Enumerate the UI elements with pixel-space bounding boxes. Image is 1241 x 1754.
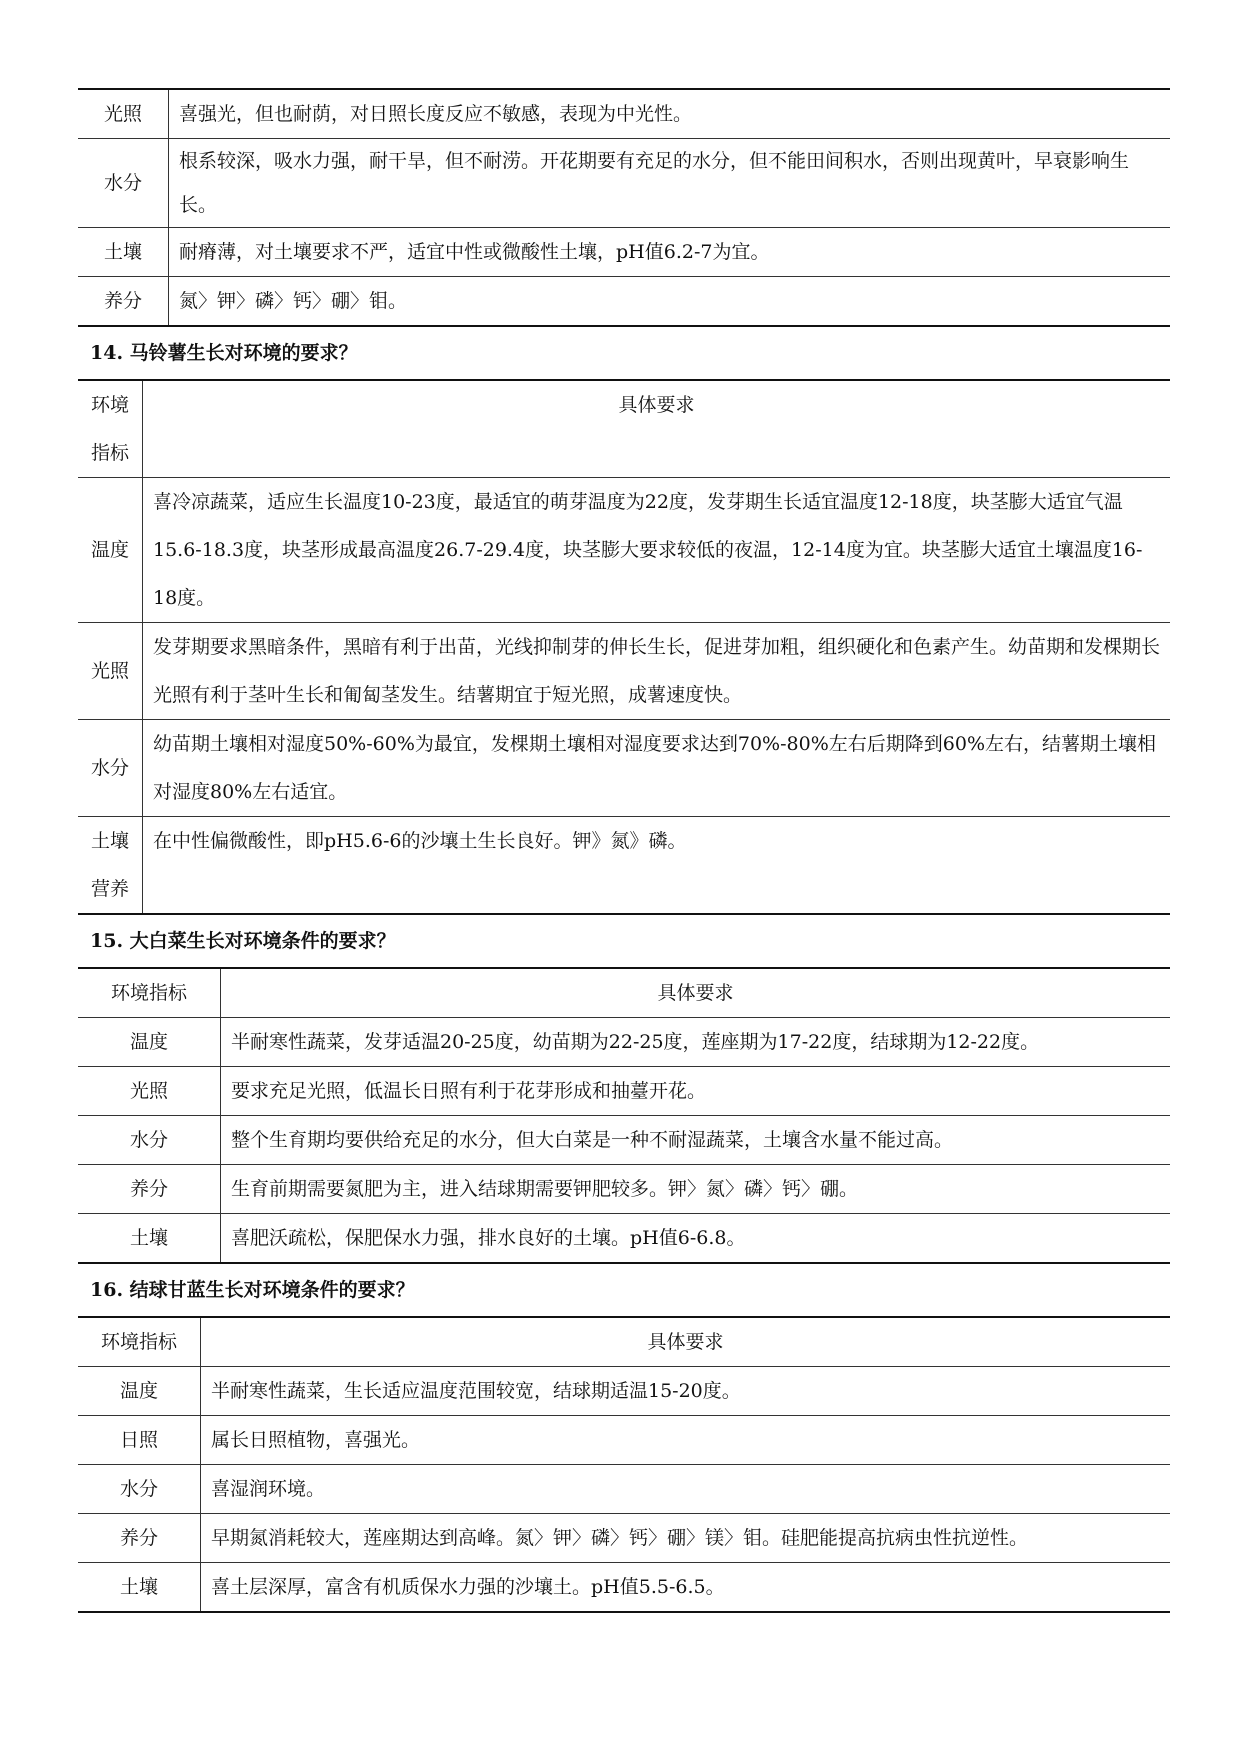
row-label: 土壤 — [78, 1214, 221, 1264]
table-row — [78, 139, 1170, 228]
table-row — [78, 1416, 1170, 1465]
document-page — [78, 88, 1170, 1613]
table-continued — [78, 88, 1170, 327]
row-text: 幼苗期土壤相对湿度50%-60%为最宜，发棵期土壤相对湿度要求达到70%-80%左右后期降到60%左右，结薯期土壤相对湿度80%左右适宜。 — [143, 720, 1171, 817]
row-text: 喜强光，但也耐荫，对日照长度反应不敏感，表现为中光性。 — [179, 103, 693, 125]
row-label: 养分 — [78, 277, 169, 327]
row-label: 土壤 — [78, 1563, 201, 1613]
row-text: 属长日照植物，喜强光。 — [201, 1416, 1171, 1465]
table-row — [78, 89, 1170, 139]
table-row — [78, 1465, 1170, 1514]
row-text: 根系较深，吸水力强，耐干旱，但不耐涝。开花期要有充足的水分，但不能田间积水，否则出现黄叶，早衰影响生长。 — [169, 139, 1171, 228]
table-row — [78, 1116, 1170, 1165]
row-text: 喜土层深厚，富含有机质保水力强的沙壤土。pH值5.5-6.5。 — [201, 1563, 1171, 1613]
row-label: 水分 — [78, 720, 143, 817]
row-text: 整个生育期均要供给充足的水分，但大白菜是一种不耐湿蔬菜，土壤含水量不能过高。 — [221, 1116, 1171, 1165]
table-row — [78, 1214, 1170, 1264]
row-text: 在中性偏微酸性，即pH5.6-6的沙壤土生长良好。钾》氮》磷。 — [143, 817, 1171, 915]
row-label: 土壤营养 — [78, 817, 143, 915]
table-cabbage — [78, 1316, 1170, 1613]
row-text: 半耐寒性蔬菜，生长适应温度范围较宽，结球期适温15-20度。 — [201, 1367, 1171, 1416]
section-heading-16: 16. 结球甘蓝生长对环境条件的要求？ — [90, 1279, 415, 1301]
table-row — [78, 1367, 1170, 1416]
row-label: 水分 — [78, 139, 169, 228]
section-heading-14: 14. 马铃薯生长对环境的要求？ — [90, 342, 358, 364]
row-label: 养分 — [78, 1514, 201, 1563]
header-label: 环境指标 — [78, 380, 143, 478]
header-text: 具体要求 — [618, 394, 695, 416]
row-label: 日照 — [78, 1416, 201, 1465]
header-label: 环境指标 — [78, 968, 221, 1018]
row-text: 喜肥沃疏松，保肥保水力强，排水良好的土壤。pH值6-6.8。 — [221, 1214, 1171, 1264]
row-text: 喜冷凉蔬菜，适应生长温度10-23度，最适宜的萌芽温度为22度，发芽期生长适宜温度12-18度，块茎膨大适宜气温15.6-18.3度，块茎形成最高温度26.7-29.4度，块茎膨大要求较低的夜温，12-14度为宜。块茎膨大适宜土壤温度16-18度。 — [143, 478, 1171, 623]
row-text: 早期氮消耗较大，莲座期达到高峰。氮〉钾〉磷〉钙〉硼〉镁〉钼。硅肥能提高抗病虫性抗逆性。 — [201, 1514, 1171, 1563]
table-row — [78, 478, 1170, 623]
section-heading-15: 15. 大白菜生长对环境条件的要求？ — [90, 930, 396, 952]
row-text: 发芽期要求黑暗条件，黑暗有利于出苗，光线抑制芽的伸长生长，促进芽加粗，组织硬化和色素产生。幼苗期和发棵期长光照有利于茎叶生长和匍匐茎发生。结薯期宜于短光照，成薯速度快。 — [143, 623, 1171, 720]
row-label: 光照 — [78, 623, 143, 720]
row-label: 土壤 — [78, 228, 169, 277]
table-row — [78, 1514, 1170, 1563]
table-header-row — [78, 968, 1170, 1018]
row-label: 水分 — [78, 1465, 201, 1514]
table-row — [78, 277, 1170, 327]
row-label: 光照 — [78, 1067, 221, 1116]
row-label: 温度 — [78, 478, 143, 623]
header-text: 具体要求 — [657, 982, 734, 1004]
table-row — [78, 1165, 1170, 1214]
row-text: 生育前期需要氮肥为主，进入结球期需要钾肥较多。钾〉氮〉磷〉钙〉硼。 — [221, 1165, 1171, 1214]
row-text: 氮〉钾〉磷〉钙〉硼〉钼。 — [169, 277, 1171, 327]
table-chinese-cabbage — [78, 967, 1170, 1264]
row-text: 要求充足光照，低温长日照有利于花芽形成和抽薹开花。 — [221, 1067, 1171, 1116]
table-header-row — [78, 1317, 1170, 1367]
row-text: 耐瘠薄，对土壤要求不严，适宜中性或微酸性土壤，pH值6.2-7为宜。 — [169, 228, 1171, 277]
header-text: 具体要求 — [647, 1331, 724, 1353]
table-header-row — [78, 380, 1170, 478]
row-label: 养分 — [78, 1165, 221, 1214]
table-row — [78, 817, 1170, 915]
table-row — [78, 720, 1170, 817]
row-text: 喜湿润环境。 — [201, 1465, 1171, 1514]
table-row — [78, 228, 1170, 277]
row-label: 水分 — [78, 1116, 221, 1165]
table-potato — [78, 379, 1170, 915]
table-row — [78, 1067, 1170, 1116]
table-row — [78, 623, 1170, 720]
table-row — [78, 1563, 1170, 1613]
row-text: 半耐寒性蔬菜，发芽适温20-25度，幼苗期为22-25度，莲座期为17-22度，结球期为12-22度。 — [221, 1018, 1171, 1067]
header-label: 环境指标 — [78, 1317, 201, 1367]
row-label: 温度 — [78, 1367, 201, 1416]
row-label: 光照 — [78, 89, 169, 139]
table-row — [78, 1018, 1170, 1067]
row-label: 温度 — [78, 1018, 221, 1067]
